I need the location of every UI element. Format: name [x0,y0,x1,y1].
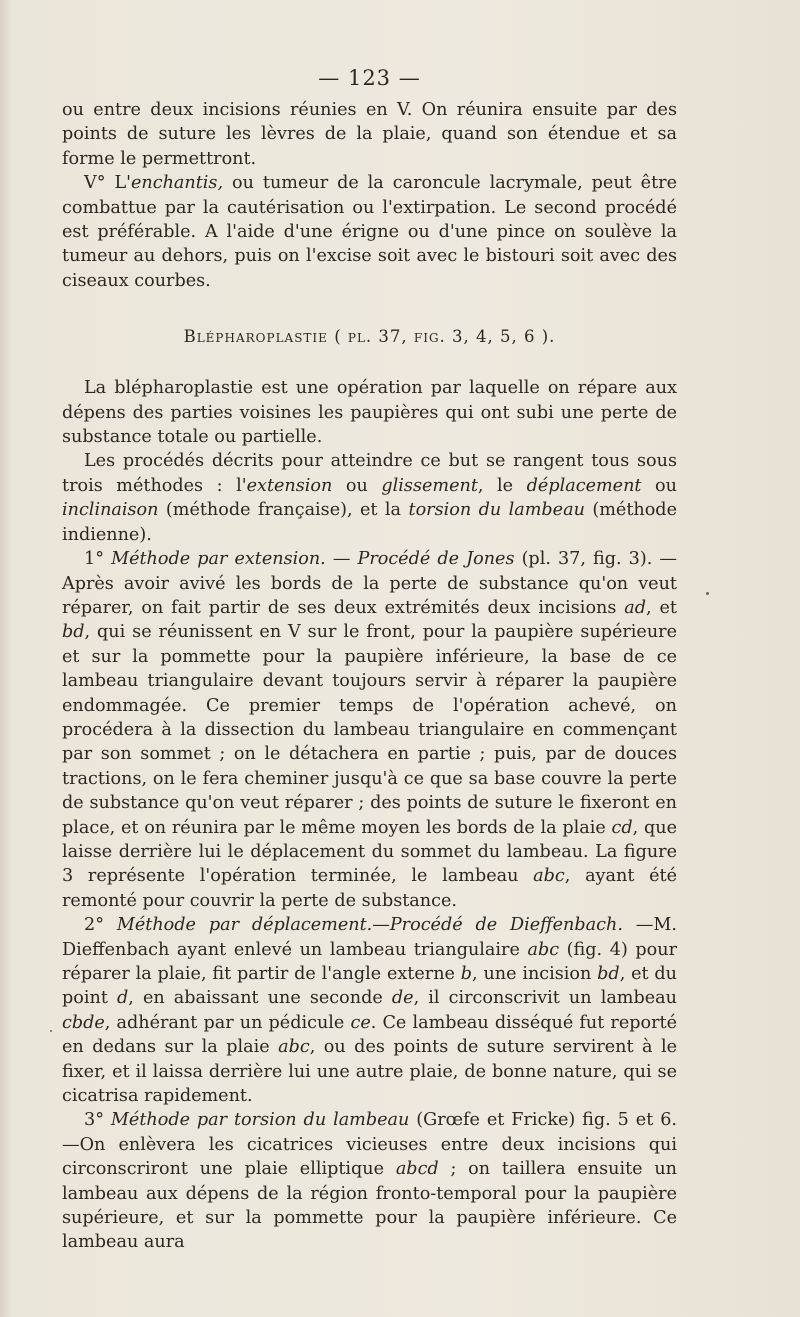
text-run: , et du point [62,964,678,1009]
italic-term: abcd [395,1159,439,1180]
italic-term: déplacement [526,475,642,496]
text-run: (méthode française), et la [158,500,409,521]
italic-term: abc [533,866,565,887]
text-run: (fig. 4) pour réparer la plaie, fit partir de l'angle externe [62,939,678,984]
heading-title: Blépharoplastie [183,327,328,347]
text-run: , ou des points de suture servirent à le fixer, et il laissa derrière lui une autre plaie, de bonne nature, qui se cicatrisa rapidement. [62,1037,677,1107]
italic-term: abc [278,1037,310,1058]
text-run: Les procédés décrits pour atteindre ce but se rangent tous sous trois méthodes : l' [62,451,677,496]
text-run: , et [646,597,678,618]
text-column [62,66,677,1255]
paragraph-method-2 [62,913,677,1108]
italic-term: b [460,964,473,984]
italic-term: glissement [381,475,478,496]
section-heading [62,327,677,346]
italic-term: cbde [62,1012,105,1033]
text-run: (méthode indienne). [62,500,677,545]
italic-term: bd [62,622,85,643]
text-run: , il circonscrivit un lambeau [413,988,677,1009]
text-run: 1° [84,549,112,570]
text-run: ; on taillera ensuite un lambeau aux dépens de la région fronto-temporal pour la paupière supérieure, et sur la pommette pour la paupière inférieure. Ce lambeau aura [62,1159,677,1253]
italic-term: Méthode par déplacement.—Procédé de Dieffenbach. [116,915,623,936]
italic-term: enchantis, [130,173,224,194]
paragraph-continuation: ou entre deux incisions réunies en V. On réunira ensuite par des points de suture les lèvres de la plaie, quand son étendue et sa forme le permettront. [62,100,677,169]
text-run: —M. Dieffenbach ayant enlevé un lambeau triangulaire [62,915,677,960]
ink-speck [50,1030,52,1032]
paragraph-method-3 [62,1108,677,1254]
text-run: , une incision [472,964,598,984]
italic-term: inclinaison [62,500,159,521]
paragraph-intro: La blépharoplastie est une opération par laquelle on répare aux dépens des parties voisines les paupières qui ont subi une perte de substance totale ou partielle. [62,378,677,448]
text-run: (pl. 37, fig. 3). — Après avoir avivé les bords de la perte de substance qu'on veut réparer, on fait partir de ses deux extrémités deux incisions [62,549,677,618]
italic-term: Méthode par extension. — Procédé de Jones [111,549,515,570]
italic-term: extension [246,475,333,496]
text-run: ou [332,475,382,496]
paragraph-method-1 [62,547,677,913]
paragraph-methods [62,449,677,547]
text-run: ou tumeur de la caroncule lacrymale, peut être combattue par la cautérisation ou l'extirpation. Le second procédé est préférable. A l'aide d'une érigne ou d'une pince on soulève la tumeur au dehors, puis on l'excise soit avec le bistouri soit avec des ciseaux courbes. [62,173,677,291]
text-run: 3° [84,1110,111,1131]
italic-term: bd [597,964,620,984]
paragraph-enchantis [62,171,677,293]
page-number: — 123 — [318,66,421,90]
heading-figure-ref: ( pl. 37, fig. 3, 4, 5, 6 ). [334,327,556,347]
text-run: , qui se réunissent en V sur le front, pour la paupière supérieure et sur la pommette pour la paupière inférieure, la base de ce lambeau triangulaire devant toujours servir à réparer la paupière endommagée. Ce premier temps de l'opération achevé, on procédera à la dissection du lambeau triangulaire en commençant par son sommet ; on le détachera en partie ; puis, par de douces tractions, on le fera cheminer jusqu'à ce que sa base couvre la perte de substance qu'on veut réparer ; des points de suture le fixeront en place, et on réunira par le même moyen les bords de la plaie [62,622,677,838]
text-run: , adhérant par un pédicule [104,1012,351,1033]
text-run: , ayant été remonté pour couvrir la perte de substance. [62,866,677,911]
italic-term: ce [350,1012,371,1033]
italic-term: de [391,988,414,1009]
italic-term: torsion du lambeau [408,500,585,521]
text-run: (Grœfe et Fricke) fig. 5 et 6.—On enlèvera les cicatrices vicieuses entre deux incisions qui circonscriront une plaie elliptique [62,1110,677,1180]
text-run: , le [477,475,527,496]
text-run: V° L' [84,173,131,194]
text-run: , que laisse derrière lui le déplacement du sommet du lambeau. La figure 3 représente l'opération terminée, le lambeau [62,817,677,887]
italic-term: ad [624,597,647,618]
ink-speck [706,592,709,595]
italic-term: Méthode par torsion du lambeau [110,1110,410,1131]
text-run: 2° [84,915,117,936]
italic-term: d [116,988,129,1009]
italic-term: cd [611,817,633,838]
text-run: . Ce lambeau disséqué fut reporté en dedans sur la plaie [62,1012,677,1058]
text-run: , en abaissant une seconde [128,988,392,1009]
text-run: ou [641,475,677,496]
italic-term: abc [527,939,560,960]
